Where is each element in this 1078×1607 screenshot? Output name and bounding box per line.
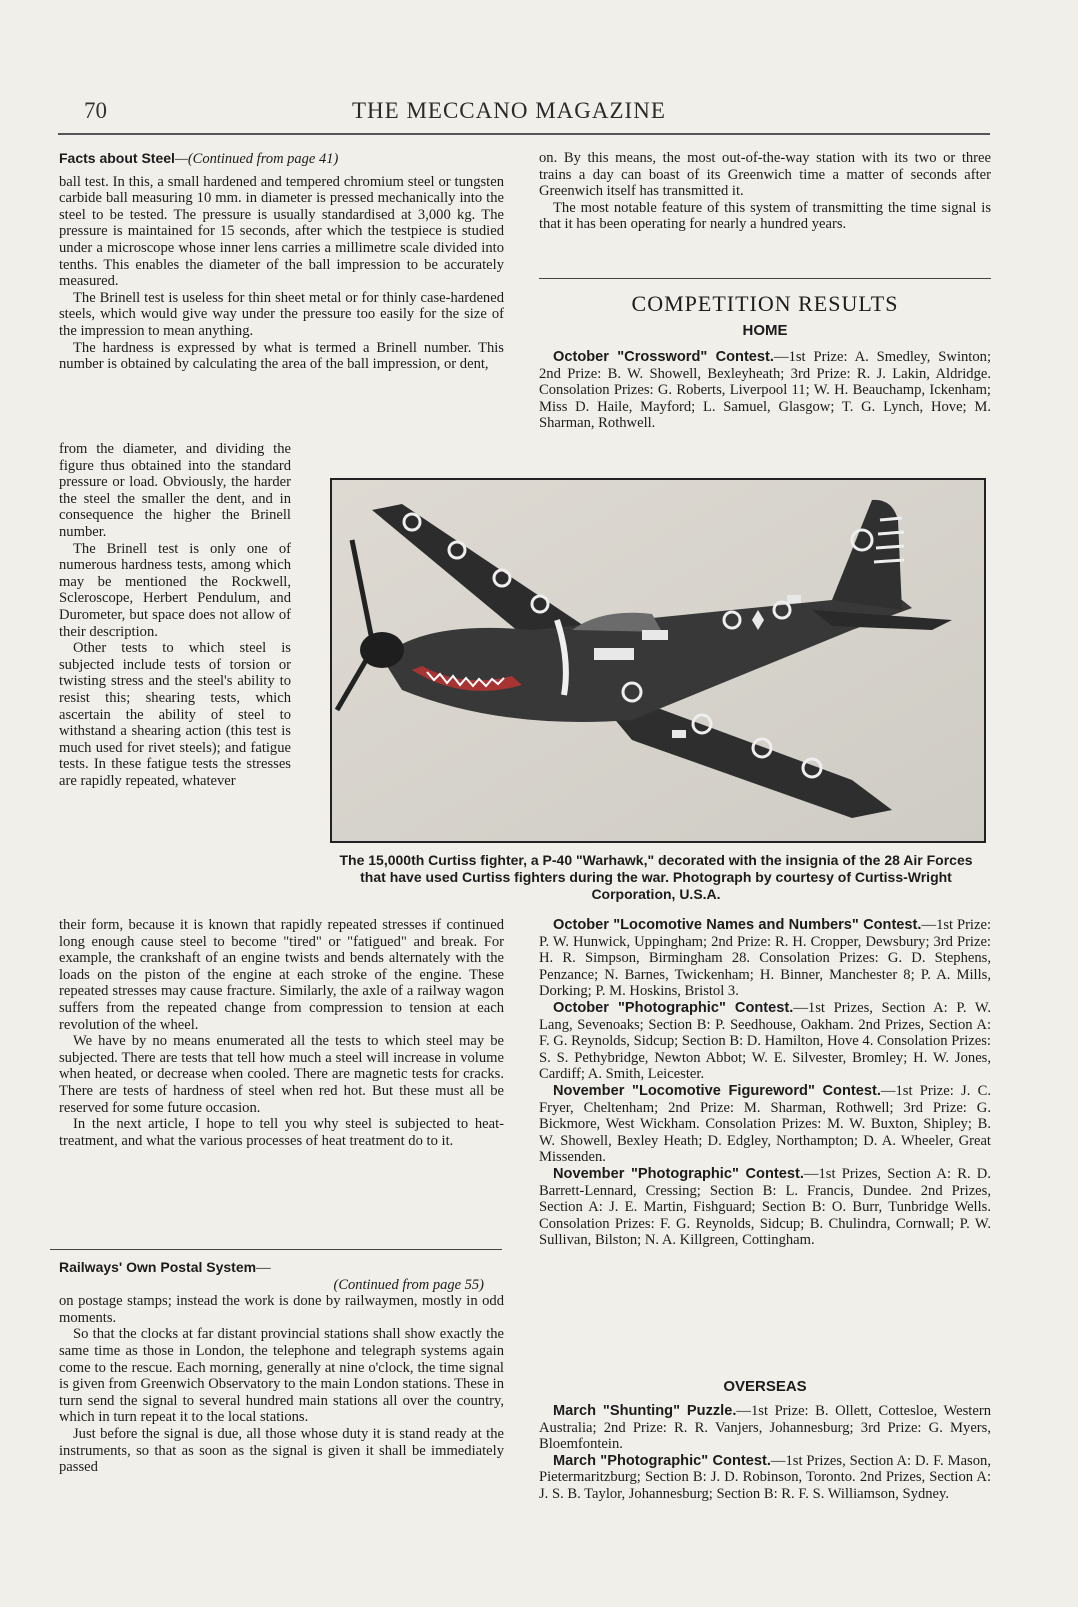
- steel-paragraph: The Brinell test is only one of numerous hardness tests, among which may be mentioned the Rockwell, Scleroscope, Herbert Pendulum, and Durometer, but space does not allow of their description.: [59, 540, 291, 640]
- photo-caption: The 15,000th Curtiss fighter, a P-40 "Warhawk," decorated with the insignia of the 28 Air Forces that have used Curtiss fighters during the war. Photograph by courtesy of Curtiss-Wright Corporation, U.S.A.: [339, 852, 973, 902]
- warhawk-photo: [330, 478, 986, 843]
- contest-results: —1st Prizes, Section A: D. F. Mason, Pietermaritzburg; Section B: J. D. Robinson, Toronto. 2nd Prizes, Section A: J. S. B. Taylor, Johannesburg; Section B: R. F. S. Williamson, Sydney.: [539, 1452, 991, 1502]
- contest-name: October "Photographic" Contest.: [553, 999, 794, 1016]
- overseas-heading: OVERSEAS: [723, 1378, 807, 1395]
- competition-home-results: [539, 917, 991, 1249]
- contest-name: March "Shunting" Puzzle.: [553, 1403, 737, 1419]
- competition-overseas-results: [539, 1403, 991, 1503]
- page-number: 70: [84, 98, 107, 123]
- steel-paragraph: We have by no means enumerated all the tests to which steel may be subjected. There are tests that tell how much a steel will increase in volume when heated, or decrease when cooled. There are magnetic tests for cracks. There are tests of hardness of steel when red hot. But these must all be reserved for some future occasion.: [59, 1033, 504, 1116]
- railways-heading-line: [59, 1259, 504, 1277]
- header-rule: [58, 133, 990, 135]
- steel-paragraph: from the diameter, and dividing the figure thus obtained into the standard pressure or load. Obviously, the harder the steel the smaller the dent, and in consequence the higher the Brinell number.: [59, 441, 291, 540]
- contest-results: —1st Prize: J. C. Fryer, Cheltenham; 2nd Prize: M. Sharman, Rothwell; 3rd Prize: G. Bickmore, West Wickham. Consolation Prizes: M. W. Buxton, Shipley; B. W. Showell, Bexley Heath; D. Edgley, Northampton; D. A. Wheeler, Great Missenden.: [539, 1082, 991, 1166]
- steel-article-cont: [59, 917, 504, 1149]
- contest-results: —1st Prizes, Section A: R. D. Barrett-Lennard, Cressing; Section B: L. Francis, Dundee. 2nd Prizes, Section A: J. E. Martin, Fishguard; Section B: O. Burr, Tunbridge Wells. Consolation Prizes: F. G. Reynolds, Sidcup; B. Chulindra, Cornwall; P. W. Sullivan, Bilston; N. A. Killgreen, Cottingham.: [539, 1165, 991, 1249]
- steel-continued: —(Continued from page 41): [174, 151, 339, 167]
- contest-name: March "Photographic" Contest.: [553, 1452, 771, 1469]
- railways-dash: —: [256, 1260, 271, 1276]
- railways-continued: (Continued from page 55): [333, 1276, 484, 1293]
- railways-continued-line: [59, 1277, 504, 1294]
- contest-name: October "Locomotive Names and Numbers" Contest.: [553, 917, 922, 933]
- contest-results: —1st Prize: B. Ollett, Cottesloe, Western Australia; 2nd Prize: R. R. Vanjers, Johannesburg; 3rd Prize: G. Myers, Bloemfontein.: [539, 1403, 991, 1453]
- contest-name: November "Photographic" Contest.: [553, 1165, 804, 1182]
- warhawk-photo-graphic: [332, 480, 984, 841]
- steel-paragraph: The Brinell test is useless for thin sheet metal or for thinly case-hardened steels, which would give way under the pressure too easily for the size of the impression to mean anything.: [59, 289, 504, 339]
- railways-paragraph: on. By this means, the most out-of-the-way station with its two or three trains a day can boast of its Greenwich time a matter of seconds after Greenwich itself has transmitted it.: [539, 150, 991, 200]
- railways-heading: Railways' Own Postal System: [59, 1259, 257, 1275]
- steel-article-narrow: [59, 441, 291, 789]
- contest-results: —1st Prizes, Section A: P. W. Lang, Sevenoaks; Section B: P. Seedhouse, Oakham. 2nd Prizes, Section A: F. G. Reynolds, Sidcup; Section B: D. Hamilton, Hove 4. Consolation Prizes: S. S. Pethybridge, Newton Abbot; W. E. Silvester, Bromley; H. W. Jones, Cardiff; A. Smith, Leicester.: [539, 999, 991, 1083]
- contest-name: November "Locomotive Figureword" Contest.: [553, 1082, 881, 1099]
- railways-paragraph: So that the clocks at far distant provincial stations shall show exactly the same time as those in London, the telephone and telegraph systems again come to the rescue. Each morning, generally at nine o'clock, the time signal is given from Greenwich Observatory to the main London stations. These in turn send the signal to several hundred main stations all over the country, which in turn repeat it to the local stations.: [59, 1326, 504, 1426]
- contest-results: —1st Prize: A. Smedley, Swinton; 2nd Prize: B. W. Showell, Bexleyheath; 3rd Prize: R. J. Lakin, Aldridge. Consolation Prizes: G. Roberts, Liverpool 11; W. H. Beauchamp, Ickenham; Miss D. Haile, Mayford; L. Samuel, Glasgow; T. G. Lynch, Hove; M. Sharman, Rothwell.: [539, 349, 991, 432]
- competition-title: COMPETITION RESULTS: [631, 291, 899, 316]
- steel-heading-line: [59, 150, 504, 168]
- competition-entry: [539, 349, 991, 432]
- railways-article-cont: [539, 150, 991, 233]
- contest-results: —1st Prize: P. W. Hunwick, Uppingham; 2nd Prize: R. H. Cropper, Dewsbury; 3rd Prize: H. R. Simpson, Birmingham 28. Consolation Prizes: G. D. Stephens, Penzance; N. Barnes, Twickenham; H. Binner, Manchester 8; P. A. Mills, Dorking; P. M. Hoskins, Bristol 3.: [539, 917, 991, 1000]
- contest-name: October "Crossword" Contest.: [553, 349, 774, 365]
- railways-article: [59, 1259, 504, 1476]
- steel-paragraph: ball test. In this, a small hardened and tempered chromium steel or tungsten carbide ball measuring 10 mm. in diameter is pressed mechanically into the steel to be tested. The pressure is usually standardised at 3,000 kg. The pressure is maintained for 15 seconds, after which the testpiece is studied under a microscope whose inner lens carries a millimetre scale divided into tenths. This enables the diameter of the ball impression to be accurately measured.: [59, 173, 504, 290]
- railways-paragraph: The most notable feature of this system of transmitting the time signal is that it has been operating for nearly a hundred years.: [539, 199, 991, 233]
- steel-paragraph: Other tests to which steel is subjected include tests of torsion or twisting stress and the steel's ability to resist this; shearing tests, which ascertain the ability of steel to withstand a shearing action (this test is much used for rivet steels); and fatigue tests. In these fatigue tests the stresses are rapidly repeated, whatever: [59, 640, 291, 789]
- steel-article: [59, 150, 504, 373]
- magazine-title: THE MECCANO MAGAZINE: [352, 98, 666, 123]
- steel-paragraph: their form, because it is known that rapidly repeated stresses if continued long enough cause steel to become "tired" or "fatigued" and break. For example, the crankshaft of an engine twists and bends alternately with the loads on the piston of the engine at each stroke of the engine. These repeated stresses may cause fracture. Similarly, the axle of a railway wagon suffers from the repeated change from compression to tension at each revolution of the wheel.: [59, 917, 504, 1033]
- steel-paragraph: In the next article, I hope to tell you why steel is subjected to heat-treatment, and what the various processes of heat treatment do to it.: [59, 1116, 504, 1149]
- section-rule: [50, 1249, 502, 1250]
- railways-paragraph: Just before the signal is due, all those whose duty it is stand ready at the instruments, so that as soon as the signal is given it shall be immediately passed: [59, 1425, 504, 1476]
- section-rule: [539, 278, 991, 279]
- home-heading: HOME: [742, 322, 788, 339]
- steel-heading: Facts about Steel: [59, 150, 175, 166]
- railways-paragraph: on postage stamps; instead the work is done by railwaymen, mostly in odd moments.: [59, 1293, 504, 1326]
- steel-paragraph: The hardness is expressed by what is termed a Brinell number. This number is obtained by calculating the area of the ball impression, or dent,: [59, 339, 504, 373]
